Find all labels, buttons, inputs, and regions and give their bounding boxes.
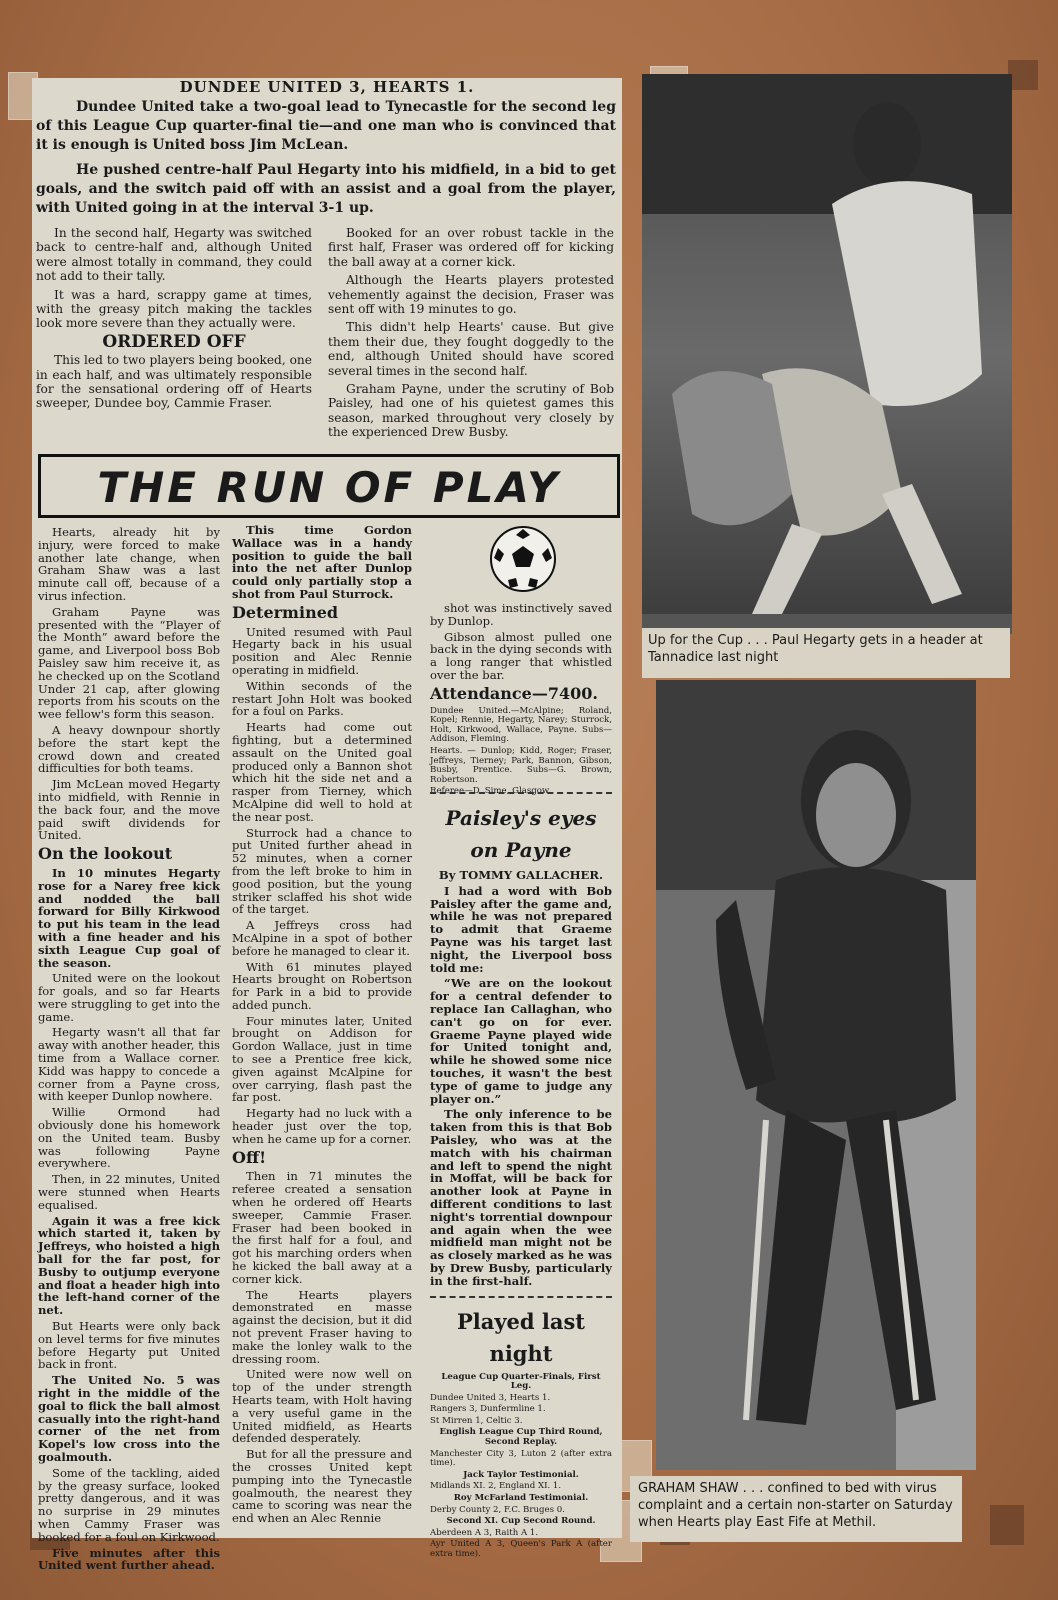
column-subhead: Determined: [232, 602, 339, 622]
results-list: [430, 1373, 612, 1560]
column-para: Jim McLean moved Hegarty into midfield, with Rennie in the back four, and the move paid swift dividends for United.: [38, 777, 220, 843]
column-small-text: Hearts. — Dunlop; Kidd, Roger; Fraser, Jeffreys, Tierney; Park, Bannon, Gibson, Busby, Prentice. Subs—G. Brown, Robertson.: [430, 745, 612, 785]
subhead-ordered-off: ORDERED OFF: [102, 331, 246, 352]
result-line: Derby County 2, F.C. Bruges 0.: [430, 1504, 565, 1515]
column-para: Hearts, already hit by injury, were forced to make another late change, when Graham Shaw was a last minute call off, because of a virus infection.: [38, 525, 220, 603]
column-para: Some of the tackling, aided by the greasy surface, looked pretty dangerous, and it was no surprise in 29 minutes when Cammy Fraser was booked for a foul on Kirkwood.: [38, 1465, 220, 1544]
column-para: A Jeffreys cross had McAlpine in a spot of bother before he managed to clear it.: [232, 918, 412, 958]
column-para: Hegarty had no luck with a header just over the top, when he came up for a corner.: [232, 1106, 412, 1146]
played-title-line-1: Played last: [456, 1308, 586, 1334]
column-small-text: Referee—D. Sime, Glasgow.: [430, 786, 551, 797]
result-line: Rangers 3, Dunfermline 1.: [430, 1404, 546, 1415]
paisley-title-line-1: Paisley's eyes: [445, 806, 597, 830]
photo-graham-shaw-image: [656, 680, 976, 1470]
photo-1-caption: Up for the Cup . . . Paul Hegarty gets in a header at Tannadice last night: [642, 628, 1010, 678]
column-para: Gibson almost pulled one back in the dying seconds with a long ranger that whistled over the bar.: [430, 629, 612, 682]
newspaper-clipping: [32, 78, 622, 1573]
column-para: United were now well on top of the under strength Hearts team, with Holt having a very useful game in the United midfield, as Hearts defended desperately.: [232, 1367, 412, 1446]
result-heading: Jack Taylor Testimonial.: [463, 1469, 579, 1480]
column-para: United resumed with Paul Hegarty back in his usual position and Alec Rennie operating in midfield.: [232, 624, 412, 677]
column-small-text: Dundee United.—McAlpine; Roland, Kopel; Rennie, Hegarty, Narey; Sturrock, Holt, Kirkwood, Wallace, Payne. Subs—Addison, Fleming.: [430, 705, 612, 745]
paisley-title: [430, 802, 612, 866]
column-para: Willie Ormond had obviously done his homework on the United team. Busby was following Payne everywhere.: [38, 1105, 220, 1171]
report-para: Although the Hearts players protested vehemently against the decision, Fraser was sent off with 19 minutes to go.: [328, 273, 614, 317]
byline: By TOMMY GALLACHER.: [438, 868, 604, 882]
report-para: Graham Payne, under the scrutiny of Bob Paisley, had one of his quietest games this season, marked throughout very closely by the experienced Drew Busby.: [328, 382, 614, 440]
column-para-bold: Again it was a free kick which started it, taken by Jeffreys, who hoisted a high ball for the far post, for Busby to outjump everyone and float a header high into the left-hand corner of the net.: [38, 1213, 220, 1318]
result-line: Ayr United A 3, Queen's Park A (after extra time).: [430, 1539, 612, 1559]
report-para: It was a hard, scrappy game at times, with the greasy pitch making the tackles look more severe than they actually were.: [36, 287, 312, 331]
banner-title: THE RUN OF PLAY: [97, 463, 561, 512]
result-heading: English League Cup Third Round, Second Replay.: [439, 1427, 603, 1448]
headline: DUNDEE UNITED 3, HEARTS 1.: [179, 78, 475, 96]
column-para: Hegarty wasn't all that far away with another header, this time from a Wallace corner. Kidd was happy to concede a corner from a Payne cross, with keeper Dunlop nowhere.: [38, 1025, 220, 1104]
column-para: Within seconds of the restart John Holt was booked for a foul on Parks.: [232, 678, 412, 719]
column-para: Hearts had come out fighting, but a determined assault on the United goal produced only a Bannon shot which hit the side net and a rasper from Tierney, which McAlpine did well to hold at the near post.: [232, 720, 412, 824]
photo-2-caption: GRAHAM SHAW . . . confined to bed with virus complaint and a certain non-starter on Saturday when Hearts play East Fife at Methil.: [630, 1476, 962, 1542]
intro-para: He pushed centre-half Paul Hegarty into his midfield, in a bid to get goals, and the switch paid off with an assist and a goal from the player, with United going in at the interval 3-1 up.: [36, 162, 616, 216]
column-para: But for all the pressure and the crosses United kept pumping into the Tynecastle goalmouth, the nearest they came to scoring was near the end when an Alec Rennie: [232, 1447, 412, 1526]
photo-hegarty-header: [642, 74, 1012, 634]
column-para: But Hearts were only back on level terms for five minutes before Hegarty put United back in front.: [38, 1319, 220, 1372]
report-para: This didn't help Hearts' cause. But give them their due, they fought doggedly to the end, although United should have scored several times in the second half.: [328, 320, 614, 378]
football-icon: [488, 524, 558, 594]
column-para-bold: In 10 minutes Hegarty rose for a Narey free kick and nodded the ball forward for Billy Kirkwood to put his team in the lead with a fine header and his sixth League Cup goal of the season.: [38, 865, 220, 970]
column-para: shot was instinctively saved by Dunlop.: [430, 601, 612, 628]
column-subhead: Attendance—7400.: [430, 683, 598, 703]
paisley-title-line-2: on Payne: [470, 838, 572, 862]
result-line: St Mirren 1, Celtic 3.: [430, 1415, 523, 1426]
column-para: Four minutes later, United brought on Addison for Gordon Wallace, just in time to see a Prentice free kick, given against McAlpine for over carrying, flash past the far post.: [232, 1013, 412, 1105]
result-line: Aberdeen A 3, Raith A 1.: [430, 1527, 539, 1538]
result-heading: Second XI. Cup Second Round.: [446, 1516, 596, 1527]
column-subhead: On the lookout: [38, 844, 173, 864]
column-para: Graham Payne was presented with the “Player of the Month” award before the game, and Liverpool boss Bob Paisley saw him receive it, as he checked up on the Scotland Under 21 cap, after glowing reports from his scouts on the wee fellow's form this season.: [38, 604, 220, 722]
column-para: A heavy downpour shortly before the start kept the crowd down and created difficulties for both teams.: [38, 722, 220, 776]
paisley-para: “We are on the lookout for a central defender to replace Ian Callaghan, who can't go on for ever. Graeme Payne played wide for United tonight and, while he showed some nice touches, it wasn't the best type of game to judge any player on.”: [430, 976, 612, 1106]
column-para: Then, in 22 minutes, United were stunned when Hearts equalised.: [38, 1172, 220, 1212]
result-line: Dundee United 3, Hearts 1.: [430, 1392, 551, 1403]
intro-para: Dundee United take a two-goal lead to Tynecastle for the second leg of this League Cup quarter-final tie—and one man who is convinced that it is enough is United boss Jim McLean.: [36, 99, 616, 153]
run-of-play-column-3: [430, 602, 612, 799]
column-para: Sturrock had a chance to put United further ahead in 52 minutes, when a corner from the left broke to him in good position, but the young striker sclaffed his shot wide of the target.: [232, 825, 412, 917]
column-para: United were on the lookout for goals, and so far Hearts were struggling to get into the game.: [38, 971, 220, 1024]
column-subhead: Off!: [232, 1147, 267, 1167]
run-of-play-column-1: [38, 526, 220, 1575]
result-line: Midlands XI. 2, England XI. 1.: [430, 1481, 562, 1492]
column-para-bold: This time Gordon Wallace was in a handy position to guide the ball into the net after Dunlop could only partially stop a shot from Paul Sturrock.: [232, 523, 412, 601]
photo-hegarty-image: [642, 74, 1012, 634]
column-para: Then in 71 minutes the referee created a sensation when he ordered off Hearts sweeper, Cammie Fraser. Fraser had been booked in the first half for a foul, and got his marching orders when he kicked the ball away at a corner kick.: [232, 1169, 412, 1286]
report-para: Booked for an over robust tackle in the first half, Fraser was ordered off for kicking the ball away at a corner kick.: [328, 226, 614, 269]
column-para-bold: The United No. 5 was right in the middle of the goal to flick the ball almost casually into the right-hand corner of the net from Kopel's low cross into the goalmouth.: [38, 1373, 220, 1464]
paisley-para: I had a word with Bob Paisley after the game and, while he was not prepared to admit that Graeme Payne was his target last night, the Liverpool boss told me:: [430, 883, 612, 975]
column-para: With 61 minutes played Hearts brought on Robertson for Park in a bid to provide added punch.: [232, 959, 412, 1012]
result-line: Manchester City 3, Luton 2 (after extra time).: [430, 1448, 612, 1469]
report-right-column: [328, 226, 614, 444]
column-para: The Hearts players demonstrated en masse against the decision, but it did not prevent Fraser having to make the lonley walk to the dressing room.: [232, 1287, 412, 1366]
tape-strip: [990, 1505, 1024, 1545]
result-heading: Roy McFarland Testimonial.: [453, 1493, 589, 1504]
report-para: In the second half, Hegarty was switched back to centre-half and, although United were almost totally in command, they could not add to their tally.: [36, 226, 312, 284]
column-divider: [430, 1296, 612, 1298]
played-last-night-title: [430, 1306, 612, 1370]
played-title-line-2: night: [489, 1340, 553, 1366]
result-heading: League Cup Quarter-Finals, First Leg.: [441, 1371, 601, 1392]
photo-graham-shaw: [656, 680, 976, 1470]
tape-strip: [1008, 60, 1038, 90]
column-divider: [430, 792, 612, 794]
column-para-bold: Five minutes after this United went further ahead.: [38, 1545, 220, 1573]
report-para: This led to two players being booked, one in each half, and was ultimately responsible for the sensational ordering off of Hearts sweeper, Dundee boy, Cammie Fraser.: [36, 353, 312, 411]
paisley-para: The only inference to be taken from this is that Bob Paisley, who was at the match with his chairman and left to spend the night in Moffat, will be back for another look at Payne in different conditions to last night's torrential downpour and again when the wee midfield man might not be as closely marked as he was by Drew Busby, particularly in the first-half.: [430, 1107, 612, 1288]
run-of-play-banner: [38, 454, 620, 518]
run-of-play-column-2: [232, 524, 412, 1528]
intro-text: [36, 98, 616, 224]
paisley-column: [430, 784, 612, 1562]
report-left-column: [36, 226, 312, 415]
